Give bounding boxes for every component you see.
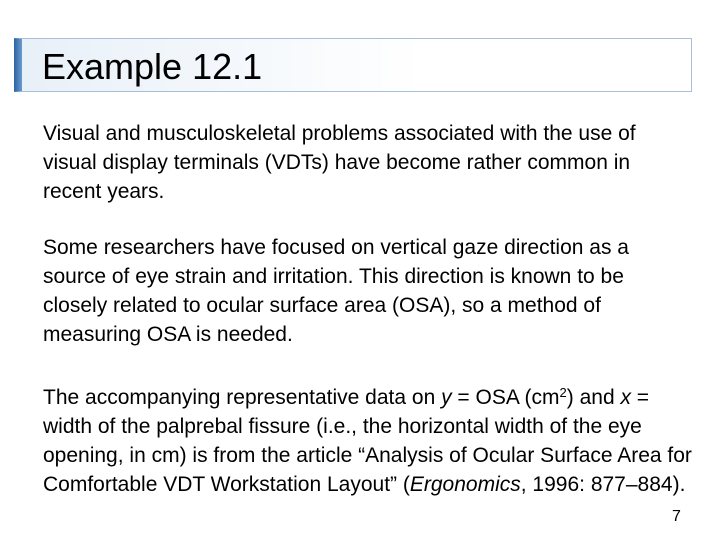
text-segment: , 1996: 877–884). (520, 473, 686, 496)
page-number: 7 (672, 508, 681, 525)
paragraph-data-source (43, 378, 693, 499)
paragraph-intro: Visual and musculoskeletal problems associated with the use of visual display terminals (VDTs) have become rather common in recent years. (43, 122, 636, 203)
text-segment: ) and (566, 386, 621, 409)
y-variable: y (441, 386, 452, 409)
text-segment: = OSA (cm (451, 386, 560, 409)
paragraph-research: Some researchers have focused on vertical gaze direction as a source of eye strain and irritation. This direction is known to be closely related to ocular surface area (OSA), so a method of measuring OSA is needed. (43, 236, 629, 346)
slide-title: Example 12.1 (42, 46, 263, 87)
journal-name: Ergonomics (409, 473, 521, 496)
superscript: 2 (559, 385, 567, 400)
title-banner (14, 38, 692, 92)
x-variable: x (620, 386, 631, 409)
text-segment: The accompanying representative data on (43, 386, 442, 409)
text-segment: = width of the palprebal fissure (i.e., the horizontal width of the eye opening, in cm) is from the article “Analysis of Ocular Surface Area for Comfortable VDT Workstation Layout” ( (43, 386, 692, 496)
